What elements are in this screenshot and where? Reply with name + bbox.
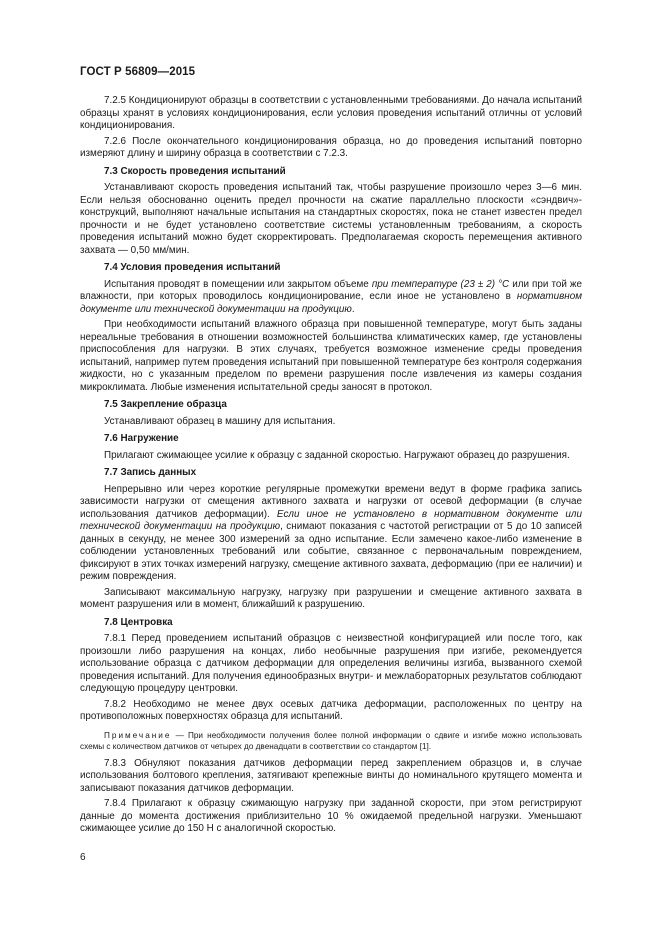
paragraph [80, 416, 582, 429]
paragraph-text: Прилагают сжимающее усилие к образцу с заданной скоростью. Нагружают образец до разрушения. [104, 449, 570, 461]
paragraph-text: или при той же влажности, при которых проводилось кондиционирование, если иное не установлено в [80, 278, 582, 302]
note-text: — При необходимости получения более полной информации о сдвиге и изгибе можно использовать схемы с количеством датчиков от четырех до двенадцати в соответствии со стандартом [1]. [80, 730, 582, 751]
paragraph-text: 7.2.6 После окончательного кондиционирования образца, но до проведения испытаний повторно измеряют длину и ширину образца в соответствии с 7.2.3. [80, 135, 582, 159]
paragraph-text: 7.2.5 Кондиционируют образцы в соответствии с установленными требованиями. До начала испытаний образцы хранят в условиях кондиционирования, если условия проведения испытаний отличны от условий кондиционирования. [80, 95, 582, 131]
paragraph [80, 136, 582, 161]
note [80, 730, 582, 752]
paragraph-text: Записывают максимальную нагрузку, нагрузку при разрушении и смещение активного захвата в момент разрушения или в момент, ближайший к разрушению. [80, 586, 582, 610]
paragraph [80, 450, 582, 463]
paragraph-text: Устанавливают образец в машину для испытания. [104, 415, 336, 427]
section-heading: 7.3 Скорость проведения испытаний [104, 165, 286, 177]
paragraph-text: 7.8.3 Обнуляют показания датчиков деформации перед закреплением образцов и, в случае использования болтового крепления, затягивают крепежные винты до номинального крутящего момента и записывают показания датчиков деформации. [80, 757, 582, 794]
paragraph-text: Устанавливают скорость проведения испытаний так, чтобы разрушение произошло через 3—6 мин. Если нельзя обоснованно оценить предел прочности на сжатие параллельно плоскости «сэндвич»-конструкций, выполняют начальные испытания на стандартных скоростях, пока не станет известен предел прочности и не будет установлено соответствие системы установленным требованиям, а скорость проведения испытаний можно будет скорректировать. Предполагаемая скорость перемещения активного захвата — 0,50 мм/мин. [80, 182, 582, 256]
paragraph [80, 279, 582, 317]
italic-text: при температуре (23 ± 2) °С [371, 278, 510, 290]
paragraph-text: 7.8.2 Необходимо не менее двух осевых датчика деформации, расположенных по центру на противоположных поверхностях образца для испытаний. [80, 698, 582, 722]
paragraph-text: , снимают показания с частотой регистрации от 5 до 10 записей данных в секунду, не менее 300 измерений за одно испытание. Если замечено какое-либо изменение в соблюдении установленных требований или событие, связанное с первоначальным повреждением, фиксируют в этих точках измерений нагрузку, смещение активного захвата, деформацию (при ее наличии) и режим повреждения. [80, 521, 582, 582]
paragraph [80, 319, 582, 394]
paragraph [80, 699, 582, 724]
section-heading: 7.8 Центровка [104, 616, 173, 628]
paragraph [80, 798, 582, 836]
paragraph-text: При необходимости испытаний влажного образца при повышенной температуре, могут быть заданы нереальные требования в отношении возможностей большинства климатических камер, где установлены приспособления для нагрузки. В этих случаях, требуется возможное изменение среды проведения испытаний, например путем проведения испытаний при повышенной температуре без контроля содержания жидкости, но с указанным пределом по времени разрушения после извлечения из камеры создания микроклимата. Любые изменения испытательной среды заносят в протокол. [80, 319, 582, 393]
paragraph-text: Непрерывно или через короткие регулярные промежутки времени ведут в форме графика запись зависимости нагрузки от смещения активного захвата и нагрузки от осевой деформации (в случае использования датчиков деформации). [80, 483, 582, 520]
paragraph [80, 182, 582, 257]
section-heading: 7.7 Запись данных [104, 467, 197, 478]
page-number: 6 [80, 852, 86, 863]
italic-text: нормативном документе или технической документации на продукцию [80, 291, 582, 315]
italic-text: Если иное не установлено в нормативном документе или технической документации на продукцию [80, 508, 582, 532]
paragraph [80, 587, 582, 612]
paragraph [80, 633, 582, 696]
paragraph [80, 758, 582, 796]
paragraph-text: 7.8.4 Прилагают к образцу сжимающую нагрузку при заданной скорости, при этом регистрируют данные до момента достижения приблизительно 10 % ожидаемой предельной нагрузки. Уменьшают сжимающее усилие до 150 Н с аналогичной скоростью. [80, 798, 582, 834]
section-heading: 7.4 Условия проведения испытаний [104, 262, 281, 273]
paragraph-text: . [351, 303, 355, 315]
standard-header: ГОСТ Р 56809—2015 [80, 66, 196, 78]
paragraph [80, 484, 582, 584]
paragraph-text: 7.8.1 Перед проведением испытаний образцов с неизвестной конфигурацией или после того, как произошли либо разрушения на концах, либо необычные разрушения при изгибе, рекомендуется использование образца с датчиком деформации для определения величины изгиба, вызванного схемой проведения испытаний. Для получения единообразных внутри- и межлабораторных результатов соблюдают следующую процедуру центровки. [80, 633, 582, 694]
paragraph-text: Испытания проводят в помещении или закрытом объеме [104, 278, 372, 290]
paragraph [80, 95, 582, 133]
note-label: Примечание [104, 730, 172, 740]
section-heading: 7.5 Закрепление образца [104, 399, 227, 410]
document-body [80, 95, 582, 839]
section-heading: 7.6 Нагружение [104, 433, 179, 444]
